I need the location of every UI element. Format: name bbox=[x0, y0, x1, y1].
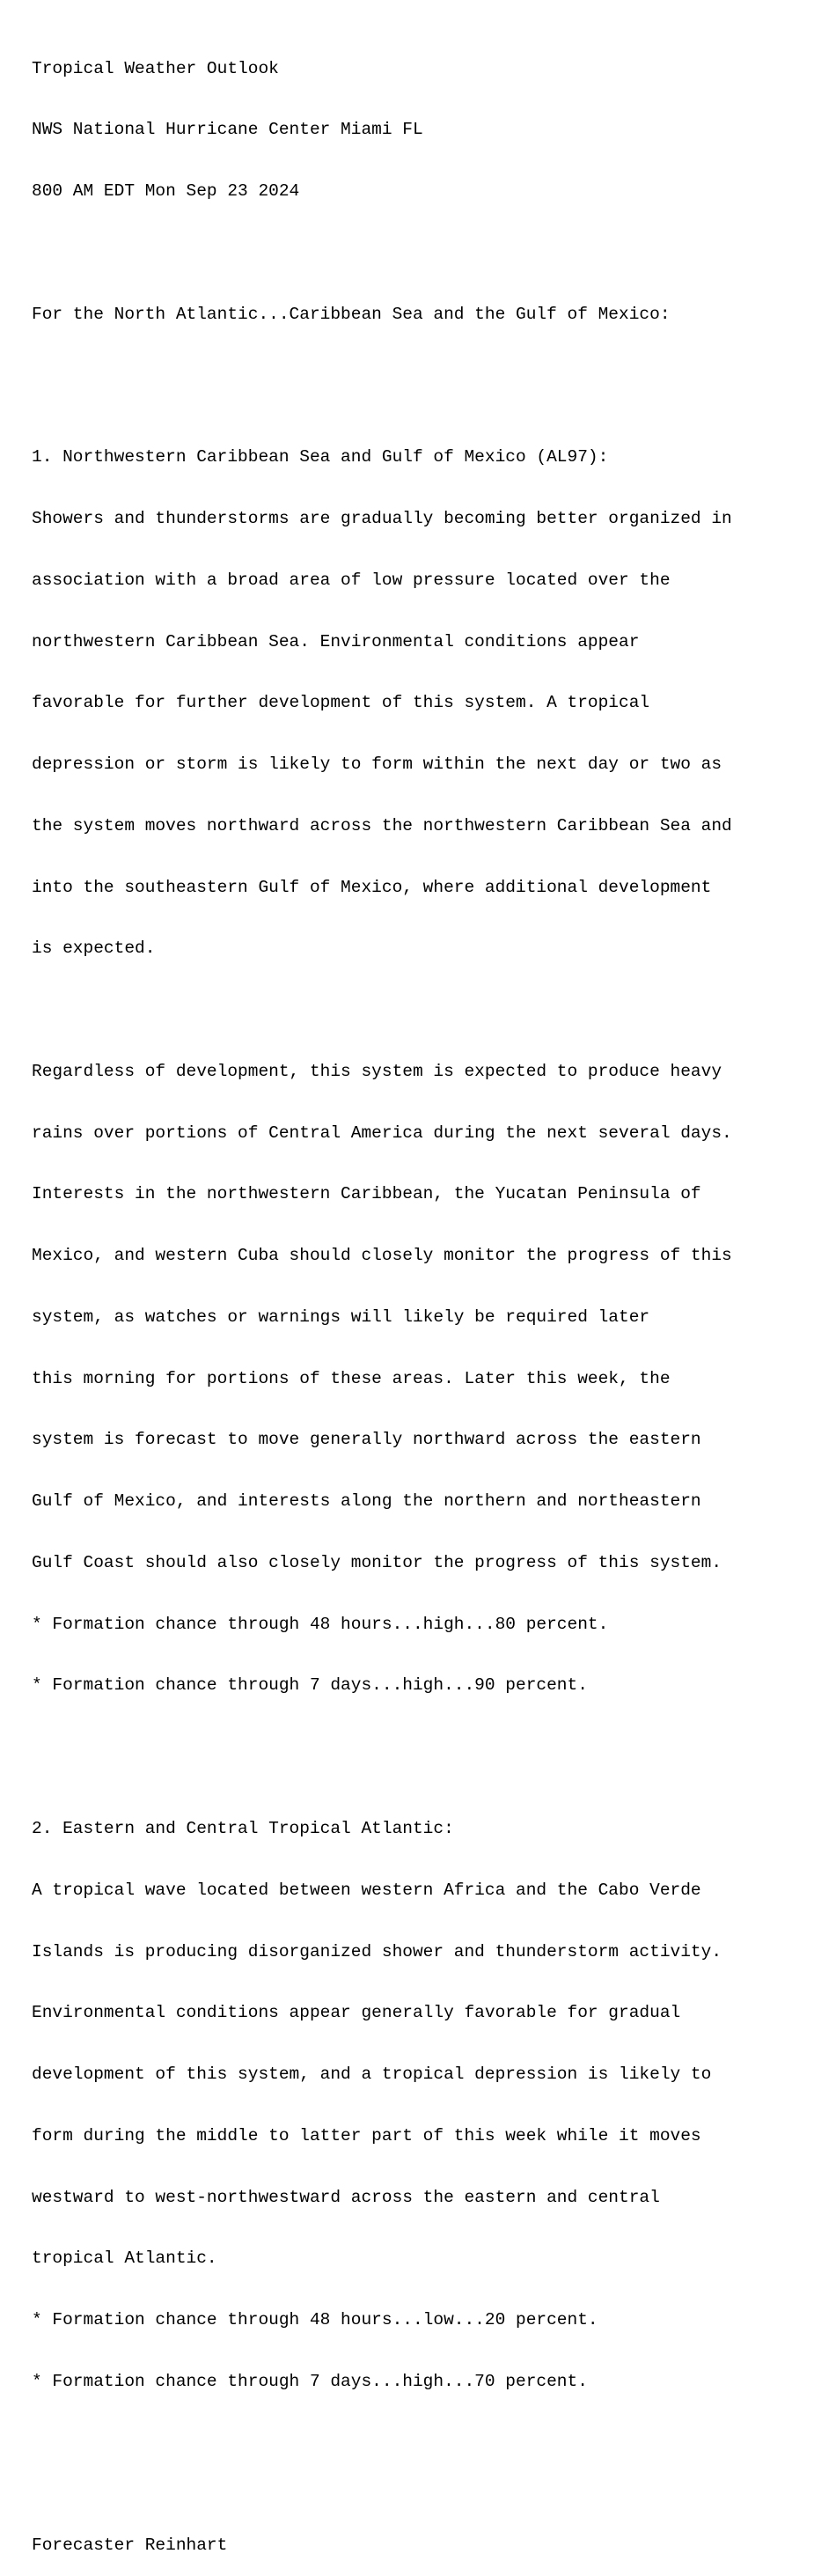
system-2-text-line: Islands is producing disorganized shower and thunderstorm activity. bbox=[32, 1941, 722, 1961]
system-2-text-line: westward to west-northwestward across the eastern and central bbox=[32, 2187, 660, 2207]
system-2-text-line: development of this system, and a tropical depression is likely to bbox=[32, 2064, 712, 2084]
system-1-text-line: Mexico, and western Cuba should closely monitor the progress of this bbox=[32, 1246, 732, 1265]
system-1-text-line: system, as watches or warnings will likely be required later bbox=[32, 1306, 650, 1327]
spacer bbox=[32, 243, 732, 263]
system-1-heading: 1. Northwestern Caribbean Sea and Gulf of Mexico (AL97): bbox=[32, 447, 609, 467]
system-2-text-line: Environmental conditions appear generally favorable for gradual bbox=[32, 2003, 681, 2023]
system-1-text-line: Showers and thunderstorms are gradually becoming better organized in bbox=[32, 509, 732, 528]
issue-time: 800 AM EDT Mon Sep 23 2024 bbox=[32, 181, 300, 201]
system-1-text-line: Interests in the northwestern Caribbean, the Yucatan Peninsula of bbox=[32, 1184, 701, 1204]
system-2-text-line: form during the middle to latter part of this week while it moves bbox=[32, 2125, 701, 2145]
system-1-text-line: northwestern Caribbean Sea. Environmental conditions appear bbox=[32, 631, 640, 651]
system-1-chance-7d: * Formation chance through 7 days...high...90 percent. bbox=[32, 1675, 588, 1696]
system-2-chance-7d: * Formation chance through 7 days...high...70 percent. bbox=[32, 2371, 588, 2391]
issuing-office: NWS National Hurricane Center Miami FL bbox=[32, 120, 423, 140]
system-1-text-line: Regardless of development, this system is expected to produce heavy bbox=[32, 1061, 722, 1081]
region-line: For the North Atlantic...Caribbean Sea and the Gulf of Mexico: bbox=[32, 304, 671, 324]
system-1-text-line: this morning for portions of these areas. Later this week, the bbox=[32, 1368, 671, 1388]
system-1-text-line: favorable for further development of this system. A tropical bbox=[32, 693, 650, 713]
system-2-text-line: tropical Atlantic. bbox=[32, 2248, 217, 2269]
forecaster-signoff: Forecaster Reinhart bbox=[32, 2535, 228, 2555]
system-1-text-line: association with a broad area of low pressure located over the bbox=[32, 570, 671, 590]
spacer bbox=[32, 365, 732, 386]
spacer bbox=[32, 2433, 732, 2475]
system-2-chance-48h: * Formation chance through 48 hours...low...20 percent. bbox=[32, 2310, 598, 2329]
system-1-text-line: system is forecast to move generally northward across the eastern bbox=[32, 1430, 701, 1450]
system-1-text-line: the system moves northward across the northwestern Caribbean Sea and bbox=[32, 815, 732, 835]
system-2-text-line: A tropical wave located between western Africa and the Cabo Verde bbox=[32, 1880, 701, 1900]
system-1-text-line: depression or storm is likely to form within the next day or two as bbox=[32, 754, 722, 774]
system-1-text-line: is expected. bbox=[32, 938, 156, 959]
system-1-text-line: into the southeastern Gulf of Mexico, where additional development bbox=[32, 877, 712, 897]
outlook-document bbox=[32, 18, 732, 2576]
spacer bbox=[32, 1000, 732, 1020]
document-title: Tropical Weather Outlook bbox=[32, 58, 279, 78]
system-1-text-line: Gulf of Mexico, and interests along the northern and northeastern bbox=[32, 1491, 701, 1511]
system-1-text-line: Gulf Coast should also closely monitor the progress of this system. bbox=[32, 1552, 722, 1572]
system-2-heading: 2. Eastern and Central Tropical Atlantic: bbox=[32, 1819, 454, 1838]
system-1-chance-48h: * Formation chance through 48 hours...high...80 percent. bbox=[32, 1614, 609, 1634]
system-1-text-line: rains over portions of Central America during the next several days. bbox=[32, 1122, 732, 1143]
spacer bbox=[32, 1737, 732, 1757]
